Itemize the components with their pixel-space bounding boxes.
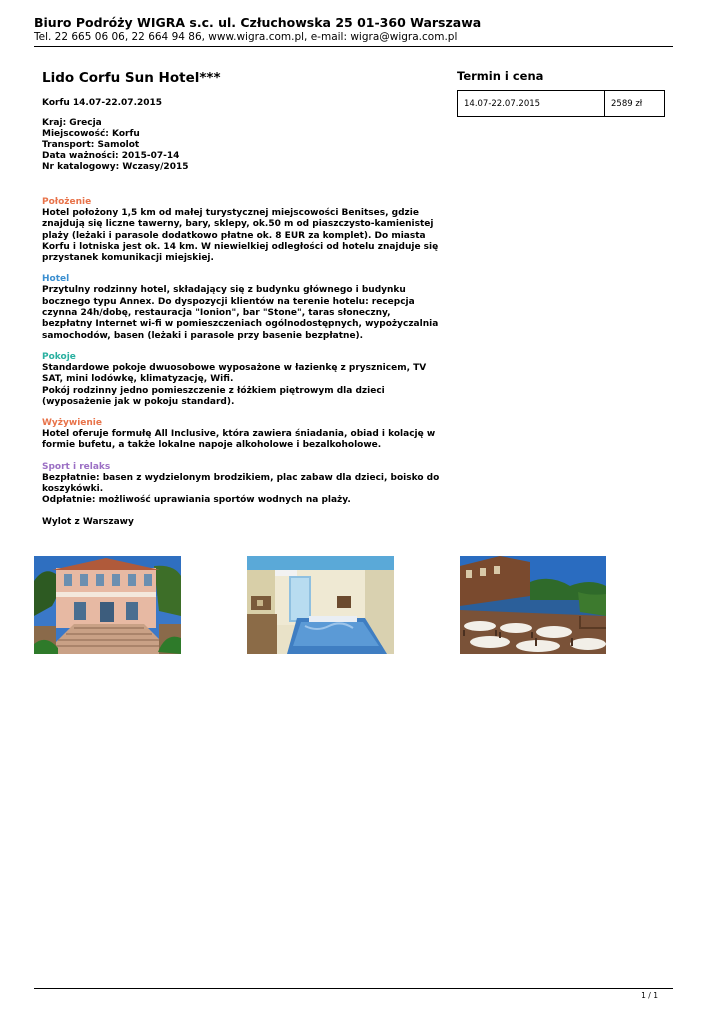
section-sport — [42, 462, 442, 507]
section-title: Wyżywienie — [42, 418, 102, 429]
departure-info: Wylot z Warszawy — [42, 516, 134, 527]
section-body: Przytulny rodzinny hotel, składający się z budynku głównego i budynku bocznego typu Annex. Do dyspozycji klientów na terenie hotelu: recepcja czynna 24h/dobę, restauracja "Ionion", bar "Stone", taras słoneczny, bezpłatny Internet wi-fi w pomieszczeniach ogólnodostępnych, wypożyczalnia samochodów, basen (leżaki i parasole przy basenie bezpłatne). — [42, 285, 439, 341]
section-body: Bezpłatnie: basen z wydzielonym brodzikiem, plac zabaw dla dzieci, boisko do koszykówki. Odpłatnie: możliwość uprawiania sportów wodnych na plaży. — [42, 472, 440, 506]
fact-location: Miejscowość: Korfu — [42, 129, 140, 139]
section-title: Położenie — [42, 197, 92, 207]
footer-divider — [34, 988, 673, 989]
fact-country: Kraj: Grecja — [42, 118, 102, 128]
company-name: Biuro Podróży WIGRA s.c. ul. Człuchowska 25 01-360 Warszawa — [34, 15, 482, 30]
header-divider — [34, 46, 673, 47]
fact-catalog-number: Nr katalogowy: Wczasy/2015 — [42, 162, 189, 172]
price-table — [457, 90, 665, 117]
section-body: Hotel oferuje formułę All Inclusive, która zawiera śniadania, obiad i kolację w formie bufetu, a także lokalne napoje alkoholowe i bezalkoholowe. — [42, 429, 436, 451]
section-rooms — [42, 352, 442, 408]
price-cell: 2589 zł — [605, 91, 665, 117]
term-cell: 14.07-22.07.2015 — [458, 91, 605, 117]
company-contact: Tel. 22 665 06 06, 22 664 94 86, www.wigra.com.pl, e-mail: wigra@wigra.com.pl — [34, 31, 458, 43]
offer-details — [42, 70, 442, 527]
hotel-room-photo — [247, 556, 394, 654]
fact-transport: Transport: Samolot — [42, 140, 140, 150]
section-hotel — [42, 274, 442, 341]
hotel-exterior-photo — [34, 556, 181, 654]
section-body: Standardowe pokoje dwuosobowe wyposażone w łazienkę z prysznicem, TV SAT, mini lodówkę, klimatyzację, Wifi. Pokój rodzinny jedno pomieszczenie z łóżkiem piętrowym dla dzieci (wyposażenie jak w pokoju standard). — [42, 362, 427, 407]
section-title: Pokoje — [42, 351, 76, 362]
pricing-title: Termin i cena — [457, 69, 544, 83]
section-title: Hotel — [42, 274, 70, 285]
terrace-restaurant-photo — [460, 556, 606, 654]
section-body: Hotel położony 1,5 km od małej turystycznej miejscowości Benitses, gdzie znajdują się liczne tawerny, bary, sklepy, ok.50 m od piaszczysto-kamienistej plaży (leżaki i parasole dodatkowo płatne ok. 8 EUR za komplet). Do miasta Korfu i lotniska jest ok. 14 km. W niewielkiej odległości od hotelu znajduje się przystanek komunikacji miejskiej. — [42, 208, 439, 264]
hotel-name: Lido Corfu Sun Hotel*** — [42, 70, 221, 86]
trip-dates: Korfu 14.07-22.07.2015 — [42, 98, 163, 108]
table-row — [458, 91, 665, 117]
section-meals — [42, 418, 442, 452]
fact-valid-date: Data ważności: 2015-07-14 — [42, 151, 180, 161]
section-location — [42, 197, 442, 264]
offer-facts — [42, 118, 442, 173]
page-number: 1 / 1 — [641, 991, 658, 1000]
section-title: Sport i relaks — [42, 461, 111, 472]
